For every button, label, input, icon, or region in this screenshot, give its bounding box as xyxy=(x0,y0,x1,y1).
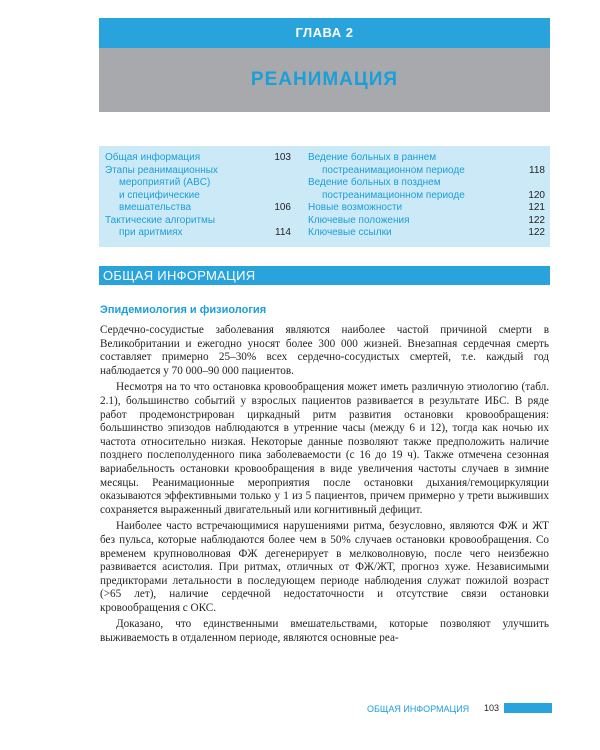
toc-entry-text: мероприятий (ABC) xyxy=(119,177,211,188)
chapter-label: ГЛАВА 2 xyxy=(99,18,550,48)
toc-entry-page: 120 xyxy=(528,189,545,201)
subsection-title: Эпидемиология и физиология xyxy=(100,304,267,316)
table-of-contents xyxy=(99,146,550,247)
toc-entry-text: Общая информация xyxy=(105,152,201,163)
toc-entry-text: Этапы реанимационных xyxy=(105,164,218,176)
toc-entry-page: 122 xyxy=(528,214,545,226)
paragraph: Доказано, что единственными вмешательствами, которые позволяют улучшить выживаемость в отдаленном периоде, являются основные реа- xyxy=(100,618,549,645)
chapter-title: РЕАНИМАЦИЯ xyxy=(99,48,550,112)
toc-entry-text: вмешательства xyxy=(119,202,192,213)
toc-entry-text: постреанимационном периоде xyxy=(322,189,465,201)
toc-entry xyxy=(308,227,545,240)
toc-entry-text: Тактические алгоритмы xyxy=(105,214,216,226)
section-title: ОБЩАЯ ИНФОРМАЦИЯ xyxy=(99,266,550,285)
toc-entry-page: 114 xyxy=(275,227,291,238)
footer-accent-bar xyxy=(504,703,552,713)
page-number: 103 xyxy=(484,703,500,713)
toc-entry xyxy=(308,202,545,215)
toc-entry-page: 118 xyxy=(529,164,545,176)
toc-entry-text: Ключевые ссылки xyxy=(308,227,392,238)
toc-entry xyxy=(308,215,545,228)
toc-entry xyxy=(105,165,291,215)
body-text xyxy=(100,324,549,649)
footer-section-label: ОБЩАЯ ИНФОРМАЦИЯ xyxy=(367,704,470,714)
toc-entry-page: 121 xyxy=(528,202,545,213)
toc-entry xyxy=(308,152,545,177)
toc-entry xyxy=(308,177,545,202)
paragraph: Наиболее часто встречающимися нарушениями ритма, безусловно, являются ФЖ и ЖТ без пульса, которые наблюдаются более чем в 50% случаев остановки кровообращения. Со временем крупноволновая ФЖ дегенерирует в мелковолновую, после чего неизбежно развивается асистолия. При ритмах, отличных от ФЖ/ЖТ, прогноз хуже. Независимыми предикторами летальности в последующем периоде наблюдения служат пожилой возраст (>65 лет), наличие сердечной недостаточности и отсутствие связи остановки кровообращения с ОКС. xyxy=(100,520,549,614)
paragraph: Сердечно-сосудистые заболевания являются наиболее частой причиной смерти в Великобритании и ежегодно уносят более 300 000 жизней. Внезапная сердечная смерть составляет примерно 25–30% всех сердечно-сосудистых смертей, т.е. каждый год наблюдается у 70 000–90 000 пациентов. xyxy=(100,324,549,377)
toc-entry-page: 122 xyxy=(528,227,545,238)
toc-entry-text: Новые возможности xyxy=(308,202,403,213)
toc-entry-text: Ключевые положения xyxy=(308,214,410,226)
toc-entry xyxy=(105,152,291,165)
paragraph: Несмотря на то что остановка кровообращения может иметь различную этиологию (табл. 2.1), большинство событий у взрослых пациентов развивается в результате ИБС. В ряде работ продемонстрирован циркадный ритм развития остановки кровообращения: большинство эпизодов наблюдаются в утренние часы (между 6 и 12), тогда как ночью их частота относительно низкая. Некоторые данные позволяют также предположить наличие позднего послеполуденного пика заболеваемости (с 16 до 19 ч). Также отмечена сезонная вариабельность остановки кровообращения в виде увеличения частоты случаев в зимние месяцы. Реанимационные мероприятия после остановки дыхания/гемоциркуляции оказываются эффективными только у 1 из 5 пациентов, причем примерно у трети выживших сохраняется выраженный двигательный или когнитивный дефицит. xyxy=(100,381,549,516)
toc-entry-text: постреанимационном периоде xyxy=(322,164,465,176)
toc-right-column xyxy=(308,152,545,240)
toc-entry-text: и специфические xyxy=(119,189,200,201)
toc-entry-page: 106 xyxy=(274,202,291,213)
toc-entry-text: Ведение больных в позднем xyxy=(308,177,441,188)
toc-left-column xyxy=(105,152,291,240)
toc-entry-page: 103 xyxy=(274,152,291,163)
toc-entry xyxy=(105,215,291,240)
toc-entry-text: Ведение больных в раннем xyxy=(308,152,437,163)
toc-entry-text: при аритмиях xyxy=(119,227,183,238)
